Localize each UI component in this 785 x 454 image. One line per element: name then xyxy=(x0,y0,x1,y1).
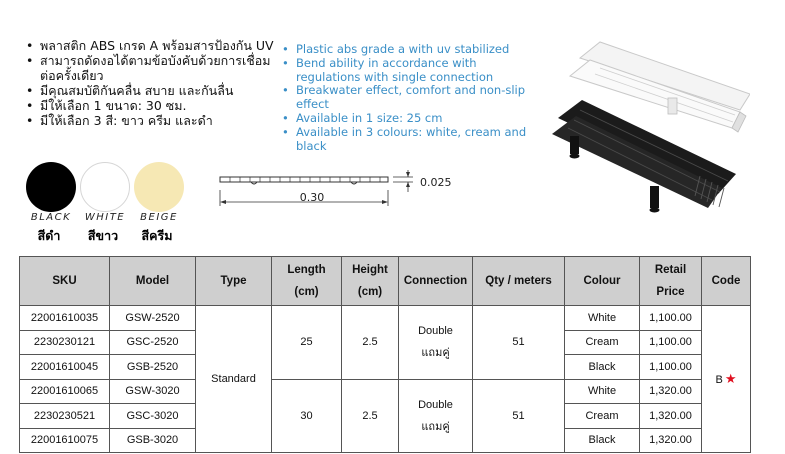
header-retail-price xyxy=(640,257,702,306)
cell-type: Standard xyxy=(196,306,272,453)
swatch-label-th: สีขาว xyxy=(87,228,119,243)
cell-price: 1,100.00 xyxy=(640,306,702,331)
cell-sku: 22001610075 xyxy=(20,428,110,453)
header-length-unit: (cm) xyxy=(294,286,319,298)
cell-colour: White xyxy=(565,379,640,404)
english-feature-item: • Bend ability in accordance with regulations with single connection xyxy=(282,57,532,85)
cell-colour: Cream xyxy=(565,404,640,429)
cell-height: 2.5 xyxy=(342,306,399,380)
header-model: Model xyxy=(110,257,196,306)
cell-price: 1,320.00 xyxy=(640,428,702,453)
connection-th: แถมคู่ xyxy=(421,420,450,433)
thai-feature-list xyxy=(26,38,276,128)
swatch-black xyxy=(26,162,76,212)
cell-price: 1,320.00 xyxy=(640,404,702,429)
cell-price: 1,320.00 xyxy=(640,379,702,404)
cell-connection xyxy=(399,379,473,453)
header-code: Code xyxy=(702,257,751,306)
cell-colour: Cream xyxy=(565,330,640,355)
english-feature-item: • Plastic abs grade a with uv stabilized xyxy=(282,43,532,57)
cell-colour: Black xyxy=(565,428,640,453)
header-qty: Qty / meters xyxy=(473,257,565,306)
table-header-row xyxy=(20,257,751,306)
swatch-label-th: สีดำ xyxy=(37,228,61,243)
header-length-label: Length xyxy=(287,264,326,276)
cell-model: GSC-3020 xyxy=(110,404,196,429)
english-feature-item: • Available in 3 colours: white, cream and black xyxy=(282,126,532,154)
swatch-label-th: สีครีม xyxy=(141,228,173,243)
dimension-height-label: 0.025 xyxy=(420,176,452,189)
thai-feature-item: • สามารถดัดงอได้ตามข้อบังคับด้วยการเชื่อมต่อครั้งเดียว xyxy=(26,53,276,83)
thai-feature-item: • มีให้เลือก 1 ขนาด: 30 ซม. xyxy=(26,98,276,113)
swatch-label-en: BEIGE xyxy=(140,212,178,223)
connection-th: แถมคู่ xyxy=(421,347,450,360)
cell-model: GSC-2520 xyxy=(110,330,196,355)
cell-connection xyxy=(399,306,473,380)
cell-qty: 51 xyxy=(473,379,565,453)
swatch-beige xyxy=(134,162,184,212)
header-price-label: Price xyxy=(656,286,685,298)
cell-length: 25 xyxy=(272,306,342,380)
code-value: B xyxy=(715,374,723,386)
header-sku: SKU xyxy=(20,257,110,306)
cell-sku: 22001610065 xyxy=(20,379,110,404)
cell-price: 1,100.00 xyxy=(640,330,702,355)
cell-qty: 51 xyxy=(473,306,565,380)
cell-sku: 22001610045 xyxy=(20,355,110,380)
thai-feature-item: • พลาสติก ABS เกรด A พร้อมสารป้องกัน UV xyxy=(26,38,276,53)
header-height-unit: (cm) xyxy=(357,286,383,298)
thai-feature-item: • มีคุณสมบัติกันคลื่น สบาย และกันลื่น xyxy=(26,83,276,98)
english-feature-item: • Available in 1 size: 25 cm xyxy=(282,112,532,126)
dimension-width-label: 0.30 xyxy=(299,191,325,204)
header-colour: Colour xyxy=(565,257,640,306)
star-icon: ★ xyxy=(724,371,737,386)
cell-price: 1,100.00 xyxy=(640,355,702,380)
swatch-white xyxy=(80,162,130,212)
cell-height: 2.5 xyxy=(342,379,399,453)
english-feature-item: • Breakwater effect, comfort and non-slip effect xyxy=(282,84,532,112)
product-spec-table xyxy=(19,256,751,453)
swatch-label-en: BLACK xyxy=(30,212,72,223)
cell-colour: White xyxy=(565,306,640,331)
product-gutter-image xyxy=(540,36,750,234)
header-type: Type xyxy=(196,257,272,306)
cell-model: GSW-3020 xyxy=(110,379,196,404)
table-row xyxy=(20,379,751,404)
cell-length: 30 xyxy=(272,379,342,453)
cell-sku: 2230230521 xyxy=(20,404,110,429)
cell-colour: Black xyxy=(565,355,640,380)
cell-sku: 2230230121 xyxy=(20,330,110,355)
header-length xyxy=(272,257,342,306)
header-height-label: Height xyxy=(352,264,388,276)
header-retail-label: Retail xyxy=(654,264,687,276)
connection-en: Double xyxy=(418,398,453,411)
thai-feature-item: • มีให้เลือก 3 สี: ขาว ครีม และดำ xyxy=(26,113,276,128)
connection-en: Double xyxy=(418,325,453,338)
cell-sku: 22001610035 xyxy=(20,306,110,331)
cell-model: GSB-2520 xyxy=(110,355,196,380)
table-row xyxy=(20,306,751,331)
swatch-label-en: WHITE xyxy=(84,212,126,223)
english-feature-list xyxy=(282,43,532,153)
cell-model: GSW-2520 xyxy=(110,306,196,331)
cell-model: GSB-3020 xyxy=(110,428,196,453)
cell-code xyxy=(702,306,751,453)
header-height xyxy=(342,257,399,306)
header-connection: Connection xyxy=(399,257,473,306)
